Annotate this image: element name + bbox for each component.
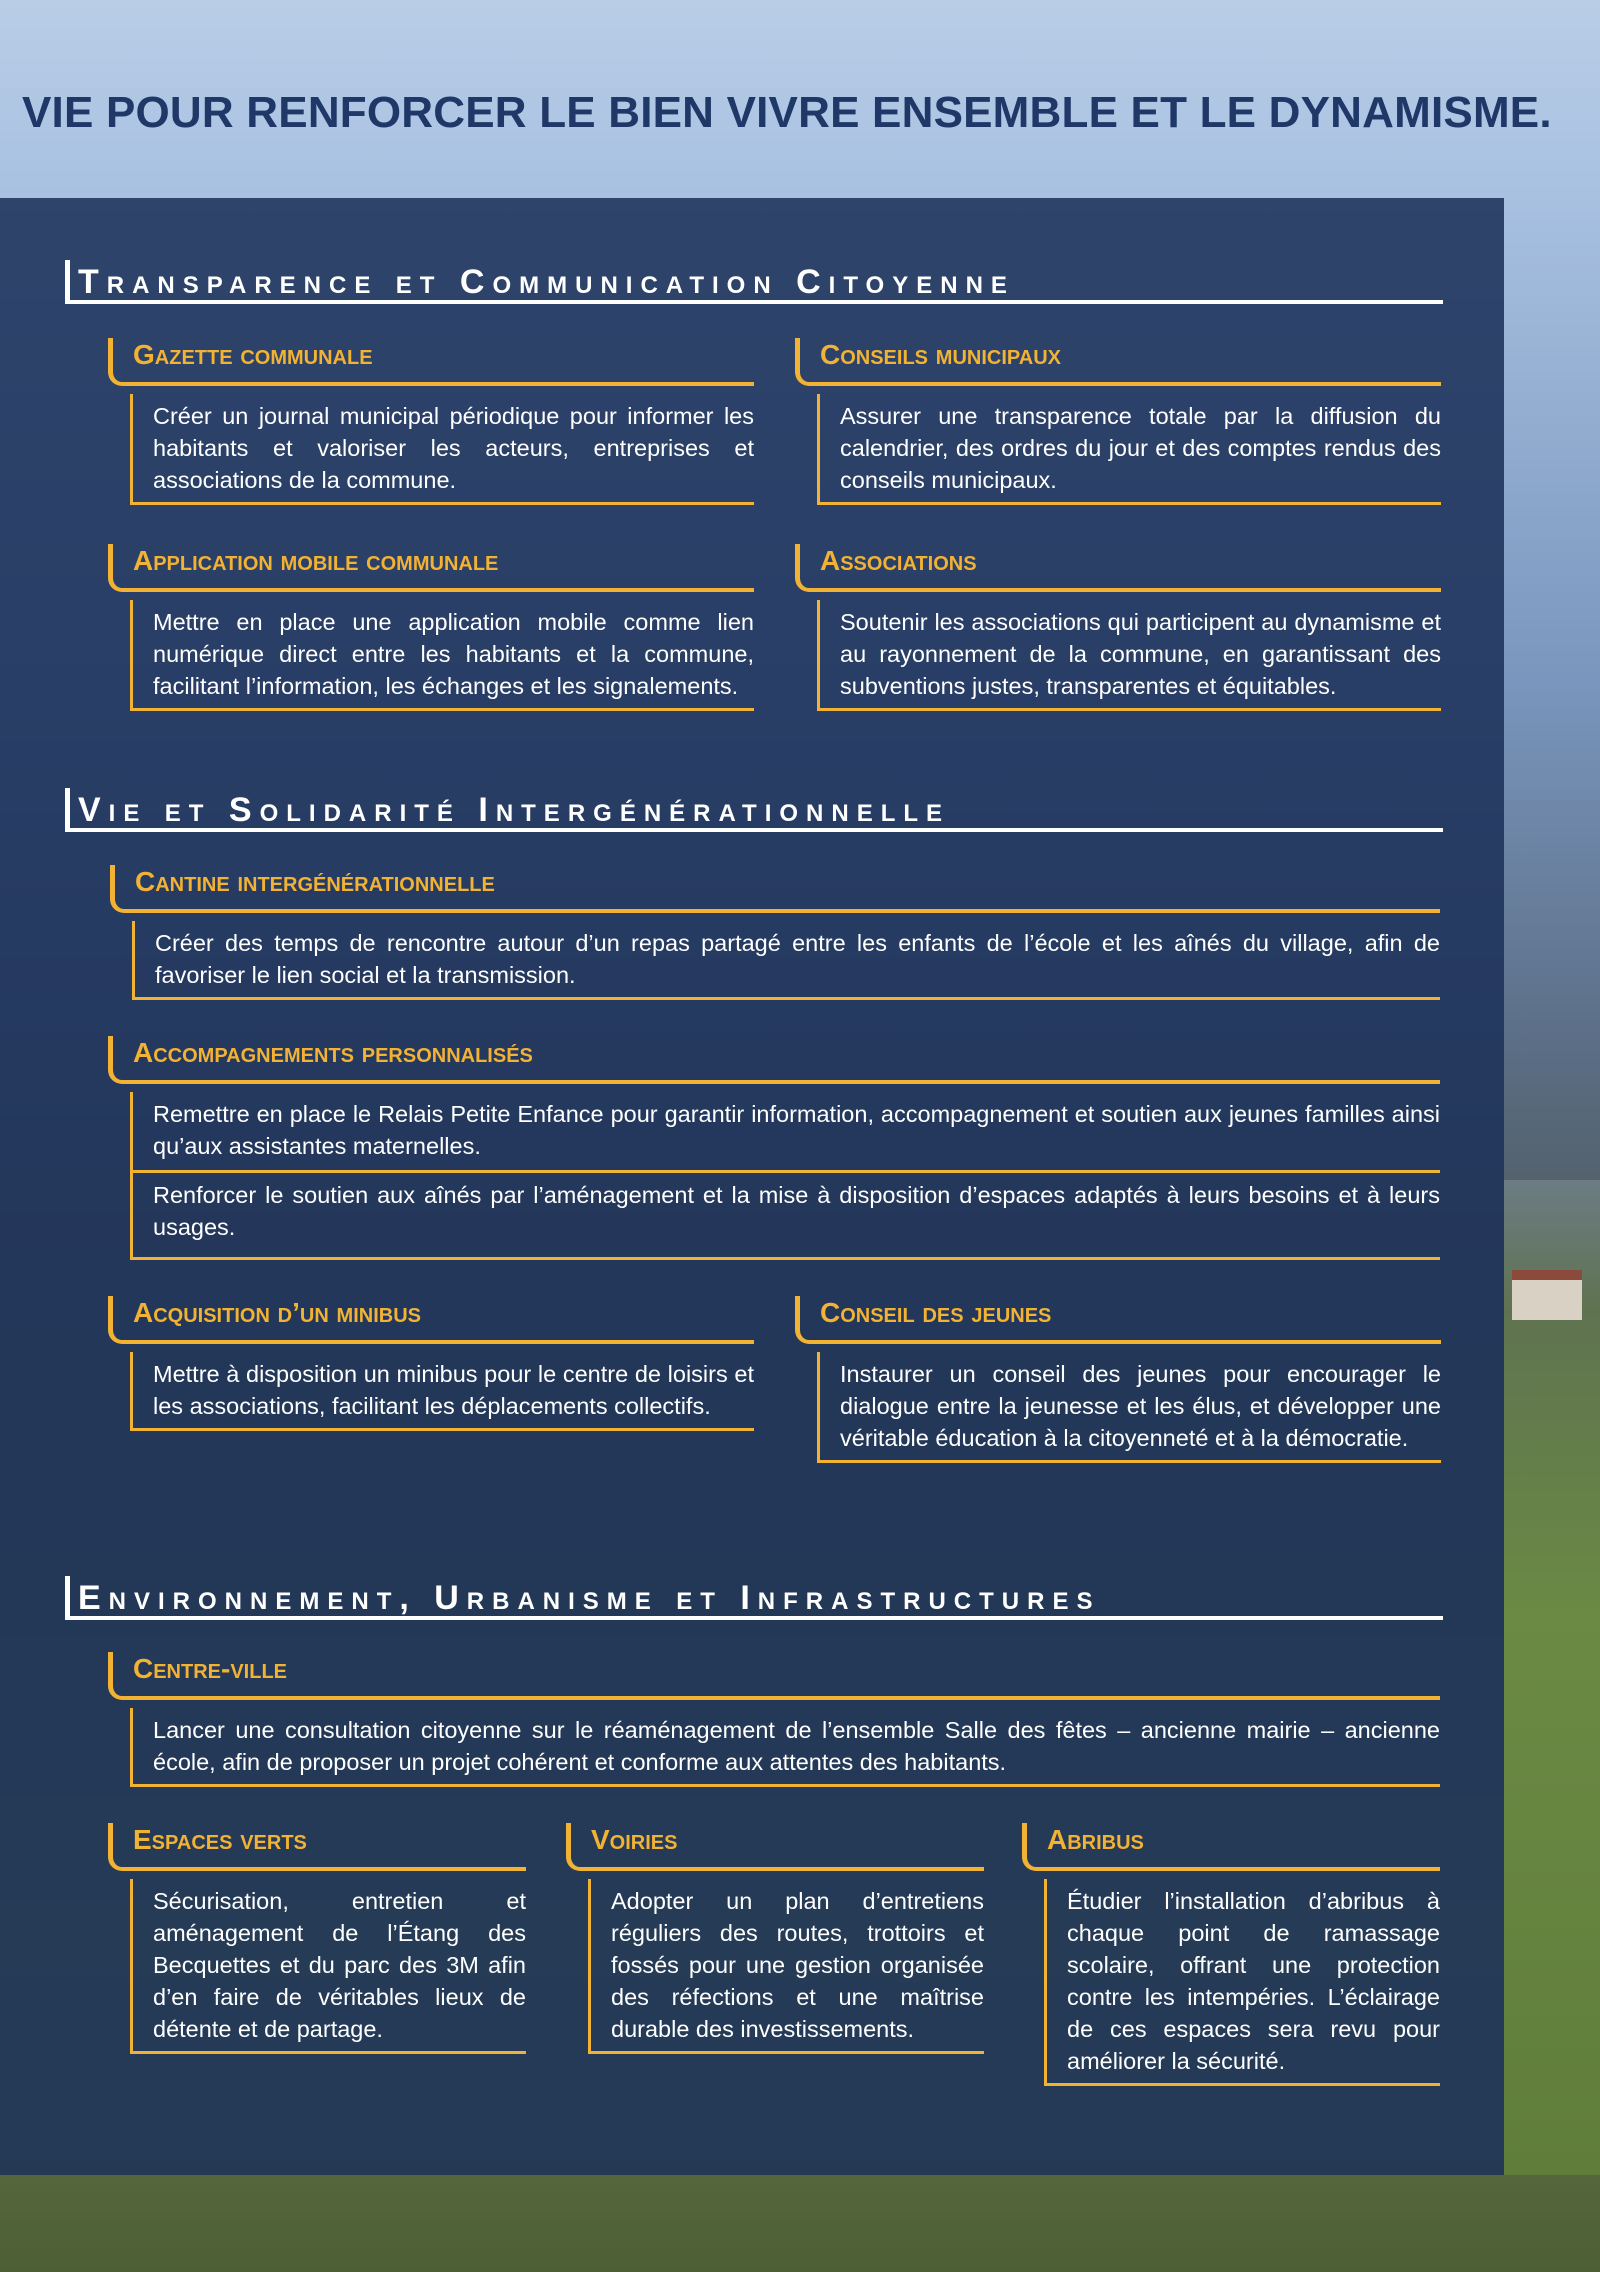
card-body: Créer des temps de rencontre autour d’un repas partagé entre les enfants de l’école et les aînés du village, afin de favoriser le lien social et la transmission. [132,921,1440,1000]
card-body: Remettre en place le Relais Petite Enfance pour garantir information, accompagnement et soutien aux jeunes familles ainsi qu’aux assistantes maternelles. Renforcer le soutien aux aînés par l’aménagement et la mise à disposition d’espaces adaptés à leurs besoins et à leurs usages. [130,1092,1440,1260]
card-voiries [566,1823,984,2054]
card-title: Conseil des jeunes [795,1296,1441,1344]
section-title-vie-solidarite: Vie et Solidarité Intergénérationnelle [65,788,1443,832]
card-body: Adopter un plan d’entretiens réguliers des routes, trottoirs et fossés pour une gestion organisée des réfections et une maîtrise durable des investissements. [588,1879,984,2054]
card-title: Centre-ville [108,1652,1440,1700]
card-title: Associations [795,544,1441,592]
background-house [1512,1270,1582,1320]
card-body: Lancer une consultation citoyenne sur le réaménagement de l’ensemble Salle des fêtes – ancienne mairie – ancienne école, afin de proposer un projet cohérent et conforme aux attentes des habitants. [130,1708,1440,1787]
card-body: Instaurer un conseil des jeunes pour encourager le dialogue entre la jeunesse et les élus, et développer une véritable éducation à la citoyenneté et à la démocratie. [817,1352,1441,1463]
page-headline: VIE POUR RENFORCER LE BIEN VIVRE ENSEMBLE ET LE DYNAMISME. [22,88,1552,137]
card-body: Sécurisation, entretien et aménagement de l’Étang des Becquettes et du parc des 3M afin d’en faire de véritables lieux de détente et de partage. [130,1879,526,2054]
card-cantine [110,865,1440,1000]
section-title-environnement: Environnement, Urbanisme et Infrastructures [65,1576,1443,1620]
card-title: Conseils municipaux [795,338,1441,386]
card-gazette-communale [108,338,754,505]
card-associations [795,544,1441,711]
card-minibus [108,1296,754,1431]
card-title: Abribus [1022,1823,1440,1871]
card-application-mobile [108,544,754,711]
card-body: Mettre à disposition un minibus pour le centre de loisirs et les associations, facilitant les déplacements collectifs. [130,1352,754,1431]
card-body: Mettre en place une application mobile comme lien numérique direct entre les habitants et la commune, facilitant l’information, les échanges et les signalements. [130,600,754,711]
card-conseils-municipaux [795,338,1441,505]
card-title: Acquisition d’un minibus [108,1296,754,1344]
card-title: Gazette communale [108,338,754,386]
section-title-transparence: Transparence et Communication Citoyenne [65,260,1443,304]
program-panel [0,198,1504,2175]
card-title: Accompagnements personnalisés [108,1036,1440,1084]
card-body: Soutenir les associations qui participent au dynamisme et au rayonnement de la commune, en garantissant des subventions justes, transparentes et équitables. [817,600,1441,711]
background-field [0,2175,1600,2272]
card-title: Application mobile communale [108,544,754,592]
card-body: Étudier l’installation d’abribus à chaque point de ramassage scolaire, offrant une protection contre les intempéries. L’éclairage de ces espaces sera revu pour améliorer la sécurité. [1044,1879,1440,2086]
card-conseil-jeunes [795,1296,1441,1463]
card-title: Cantine intergénérationnelle [110,865,1440,913]
card-espaces-verts [108,1823,526,2054]
card-abribus [1022,1823,1440,2086]
card-body: Créer un journal municipal périodique pour informer les habitants et valoriser les acteurs, entreprises et associations de la commune. [130,394,754,505]
card-body: Assurer une transparence totale par la diffusion du calendrier, des ordres du jour et des comptes rendus des conseils municipaux. [817,394,1441,505]
card-centre-ville [108,1652,1440,1787]
background-landscape [1504,1180,1600,2272]
card-title: Espaces verts [108,1823,526,1871]
card-title: Voiries [566,1823,984,1871]
card-accompagnements [108,1036,1440,1260]
